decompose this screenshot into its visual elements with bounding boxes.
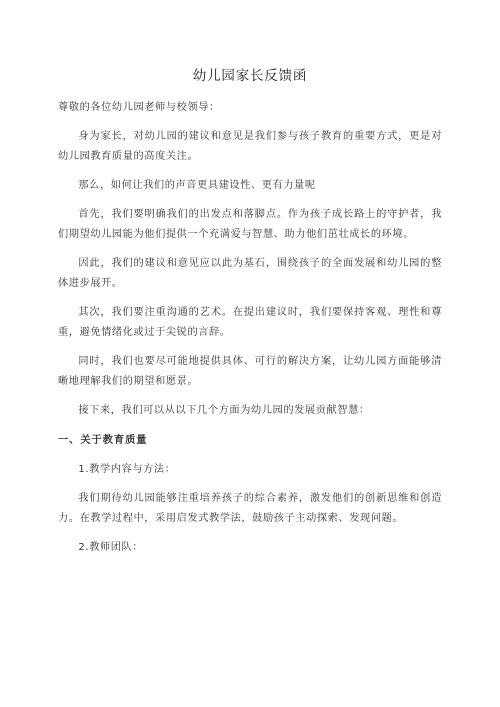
paragraph: 接下来，我们可以从以下几个方面为幼儿园的发展贡献智慧： [78,405,370,416]
item-label: .教师团队： [85,542,144,553]
item-number: 2 [78,542,86,553]
paragraph: 那么，如何让我们的声音更具建设性、更有力量呢 [78,180,316,191]
paragraph: 其次，我们要注重沟通的艺术。在提出建议时，我们要保持客观、理性和尊重，避免情绪化或过于尖锐的言辞。 [58,307,442,338]
subheading-item-1 [58,460,442,480]
paragraph: 因此，我们的建议和意见应以此为基石，围绕孩子的全面发展和幼儿园的整体进步展开。 [58,258,442,289]
item-label: .教学内容与方法： [85,464,176,475]
section-heading: 一、关于教育质量 [58,434,148,446]
subheading-item-2 [58,538,442,558]
item-number: 1 [78,464,86,475]
paragraph: 身为家长，对幼儿园的建议和意见是我们参与孩子教育的重要方式，更是对幼儿园教育质量的高度关注。 [58,131,442,162]
paragraph: 首先，我们要明确我们的出发点和落脚点。作为孩子成长路上的守护者，我们期望幼儿园能为他们提供一个充满爱与智慧、助力他们茁壮成长的环境。 [58,209,442,240]
paragraph: 我们期待幼儿园能够注重培养孩子的综合素养，激发他们的创新思维和创造力。在教学过程中，采用启发式教学法，鼓励孩子主动探索、发现问题。 [58,493,442,524]
document-title: 幼儿园家长反馈函 [192,68,308,84]
greeting-line: 尊敬的各位幼儿园老师与校领导： [58,102,220,113]
paragraph: 同时，我们也要尽可能地提供具体、可行的解决方案，让幼儿园方面能够清晰地理解我们的期望和愿景。 [58,356,442,387]
